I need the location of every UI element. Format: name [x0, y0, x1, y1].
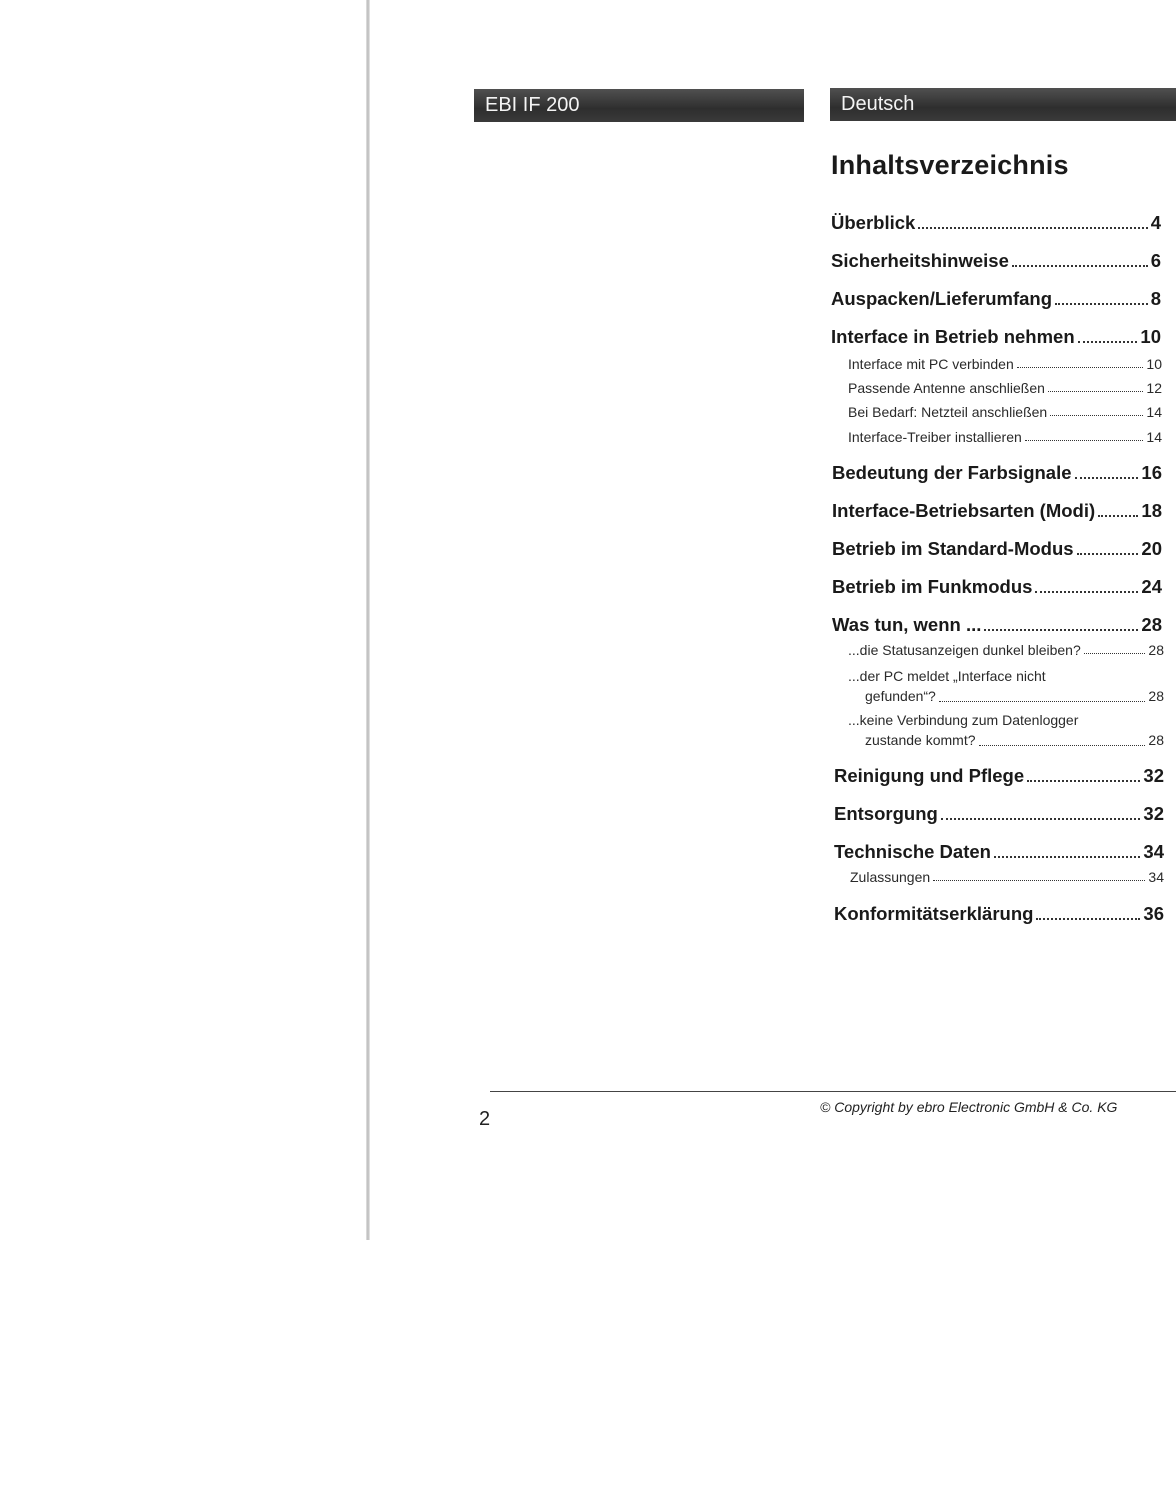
toc-entry-page: 28	[1141, 614, 1162, 635]
toc-entry-label: Zulassungen	[850, 869, 931, 885]
toc-subentry[interactable]	[850, 869, 1164, 885]
toc-leader	[979, 745, 1146, 746]
toc-entry[interactable]	[832, 614, 1162, 636]
toc-entry-page: 14	[1146, 429, 1162, 445]
toc-leader	[1075, 477, 1139, 479]
toc-leader	[933, 880, 1145, 881]
language-title: Deutsch	[841, 93, 915, 115]
toc-entry-label: Interface in Betrieb nehmen	[831, 326, 1075, 347]
toc-entry[interactable]	[831, 212, 1161, 234]
toc-entry-page: 34	[1148, 869, 1164, 885]
toc-entry-page: 8	[1150, 288, 1161, 309]
toc-entry-label: Auspacken/Lieferumfang	[831, 288, 1053, 309]
toc-leader	[1025, 440, 1144, 441]
product-header-bar	[474, 89, 804, 122]
toc-entry-label: Betrieb im Standard-Modus	[832, 538, 1074, 559]
toc-entry-label: ...der PC meldet „Interface nicht	[848, 668, 1046, 684]
toc-entry-label-cont: gefunden“?	[865, 688, 936, 704]
toc-leader	[1036, 918, 1140, 920]
toc-leader	[984, 629, 1138, 631]
toc-subentry[interactable]	[848, 710, 1164, 750]
toc-leader	[918, 227, 1147, 229]
page-number: 2	[479, 1108, 491, 1130]
toc-entry-label: Bedeutung der Farbsignale	[832, 462, 1072, 483]
toc-leader	[1027, 780, 1140, 782]
toc-entry-page: 10	[1140, 326, 1161, 347]
toc-entry[interactable]	[834, 903, 1164, 925]
toc-entry[interactable]	[832, 538, 1162, 560]
toc-leader	[1077, 553, 1139, 555]
toc-entry-page: 24	[1141, 576, 1162, 597]
toc-entry[interactable]	[832, 576, 1162, 598]
toc-entry-page: 28	[1148, 688, 1164, 704]
toc-entry-page: 12	[1146, 380, 1162, 396]
toc-leader	[1012, 265, 1148, 267]
toc-entry-label: ...keine Verbindung zum Datenlogger	[848, 712, 1079, 728]
toc-entry-label: Technische Daten	[834, 841, 991, 862]
toc-entry-page: 16	[1141, 462, 1162, 483]
toc-entry-label: Interface-Treiber installieren	[848, 429, 1022, 445]
product-title: EBI IF 200	[485, 94, 580, 116]
toc-entry-page: 14	[1146, 404, 1162, 420]
toc-leader	[1035, 591, 1138, 593]
toc-subentry[interactable]	[848, 404, 1162, 420]
toc-entry-label-cont: zustande kommt?	[865, 732, 976, 748]
toc-entry-label: Passende Antenne anschließen	[848, 380, 1045, 396]
toc-leader	[1055, 303, 1148, 305]
toc-subentry[interactable]	[848, 666, 1164, 706]
toc-subentry[interactable]	[848, 429, 1162, 445]
toc-title: Inhaltsverzeichnis	[831, 150, 1069, 180]
toc-entry-label: Was tun, wenn ...	[832, 614, 982, 635]
toc-entry-page: 32	[1143, 803, 1164, 824]
toc-entry-label: Sicherheitshinweise	[831, 250, 1009, 271]
toc-entry[interactable]	[831, 288, 1161, 310]
toc-leader	[994, 856, 1140, 858]
toc-entry-page: 36	[1143, 903, 1164, 924]
toc-entry-label: Interface mit PC verbinden	[848, 356, 1014, 372]
toc-entry-label: Betrieb im Funkmodus	[832, 576, 1033, 597]
toc-leader	[939, 701, 1146, 702]
toc-entry-page: 28	[1148, 642, 1164, 658]
toc-entry[interactable]	[832, 462, 1162, 484]
toc-entry-label: Interface-Betriebsarten (Modi)	[832, 500, 1096, 521]
language-header-bar	[830, 88, 1176, 121]
toc-entry-page: 28	[1148, 732, 1164, 748]
page-fold-shadow	[366, 0, 370, 1240]
toc-entry[interactable]	[834, 765, 1164, 787]
toc-subentry[interactable]	[848, 380, 1162, 396]
toc-leader	[941, 818, 1141, 820]
toc-leader	[1084, 653, 1146, 654]
toc-leader	[1098, 515, 1138, 517]
toc-leader	[1048, 391, 1143, 392]
toc-entry-page: 6	[1150, 250, 1161, 271]
toc-entry-label: Konformitätserklärung	[834, 903, 1034, 924]
toc-entry-page: 32	[1143, 765, 1164, 786]
toc-entry-label: ...die Statusanzeigen dunkel bleiben?	[848, 642, 1081, 658]
toc-leader	[1078, 341, 1138, 343]
footer-rule	[490, 1091, 1176, 1092]
toc-subentry[interactable]	[848, 356, 1162, 372]
toc-entry[interactable]	[832, 500, 1162, 522]
toc-entry-page: 34	[1143, 841, 1164, 862]
toc-entry-page: 20	[1141, 538, 1162, 559]
toc-entry-page: 18	[1141, 500, 1162, 521]
toc-entry-label: Reinigung und Pflege	[834, 765, 1025, 786]
toc-entry-label: Entsorgung	[834, 803, 938, 824]
toc-leader	[1017, 367, 1144, 368]
toc-entry-label: Überblick	[831, 212, 916, 233]
toc-entry[interactable]	[831, 326, 1161, 348]
toc-entry[interactable]	[834, 841, 1164, 863]
toc-entry-page: 10	[1146, 356, 1162, 372]
toc-subentry[interactable]	[848, 642, 1164, 658]
copyright-notice: © Copyright by ebro Electronic GmbH & Co. KG	[820, 1099, 1118, 1115]
toc-leader	[1050, 415, 1143, 416]
toc-entry-page: 4	[1150, 212, 1161, 233]
toc-entry[interactable]	[831, 250, 1161, 272]
toc-entry-label: Bei Bedarf: Netzteil anschließen	[848, 404, 1048, 420]
toc-entry[interactable]	[834, 803, 1164, 825]
